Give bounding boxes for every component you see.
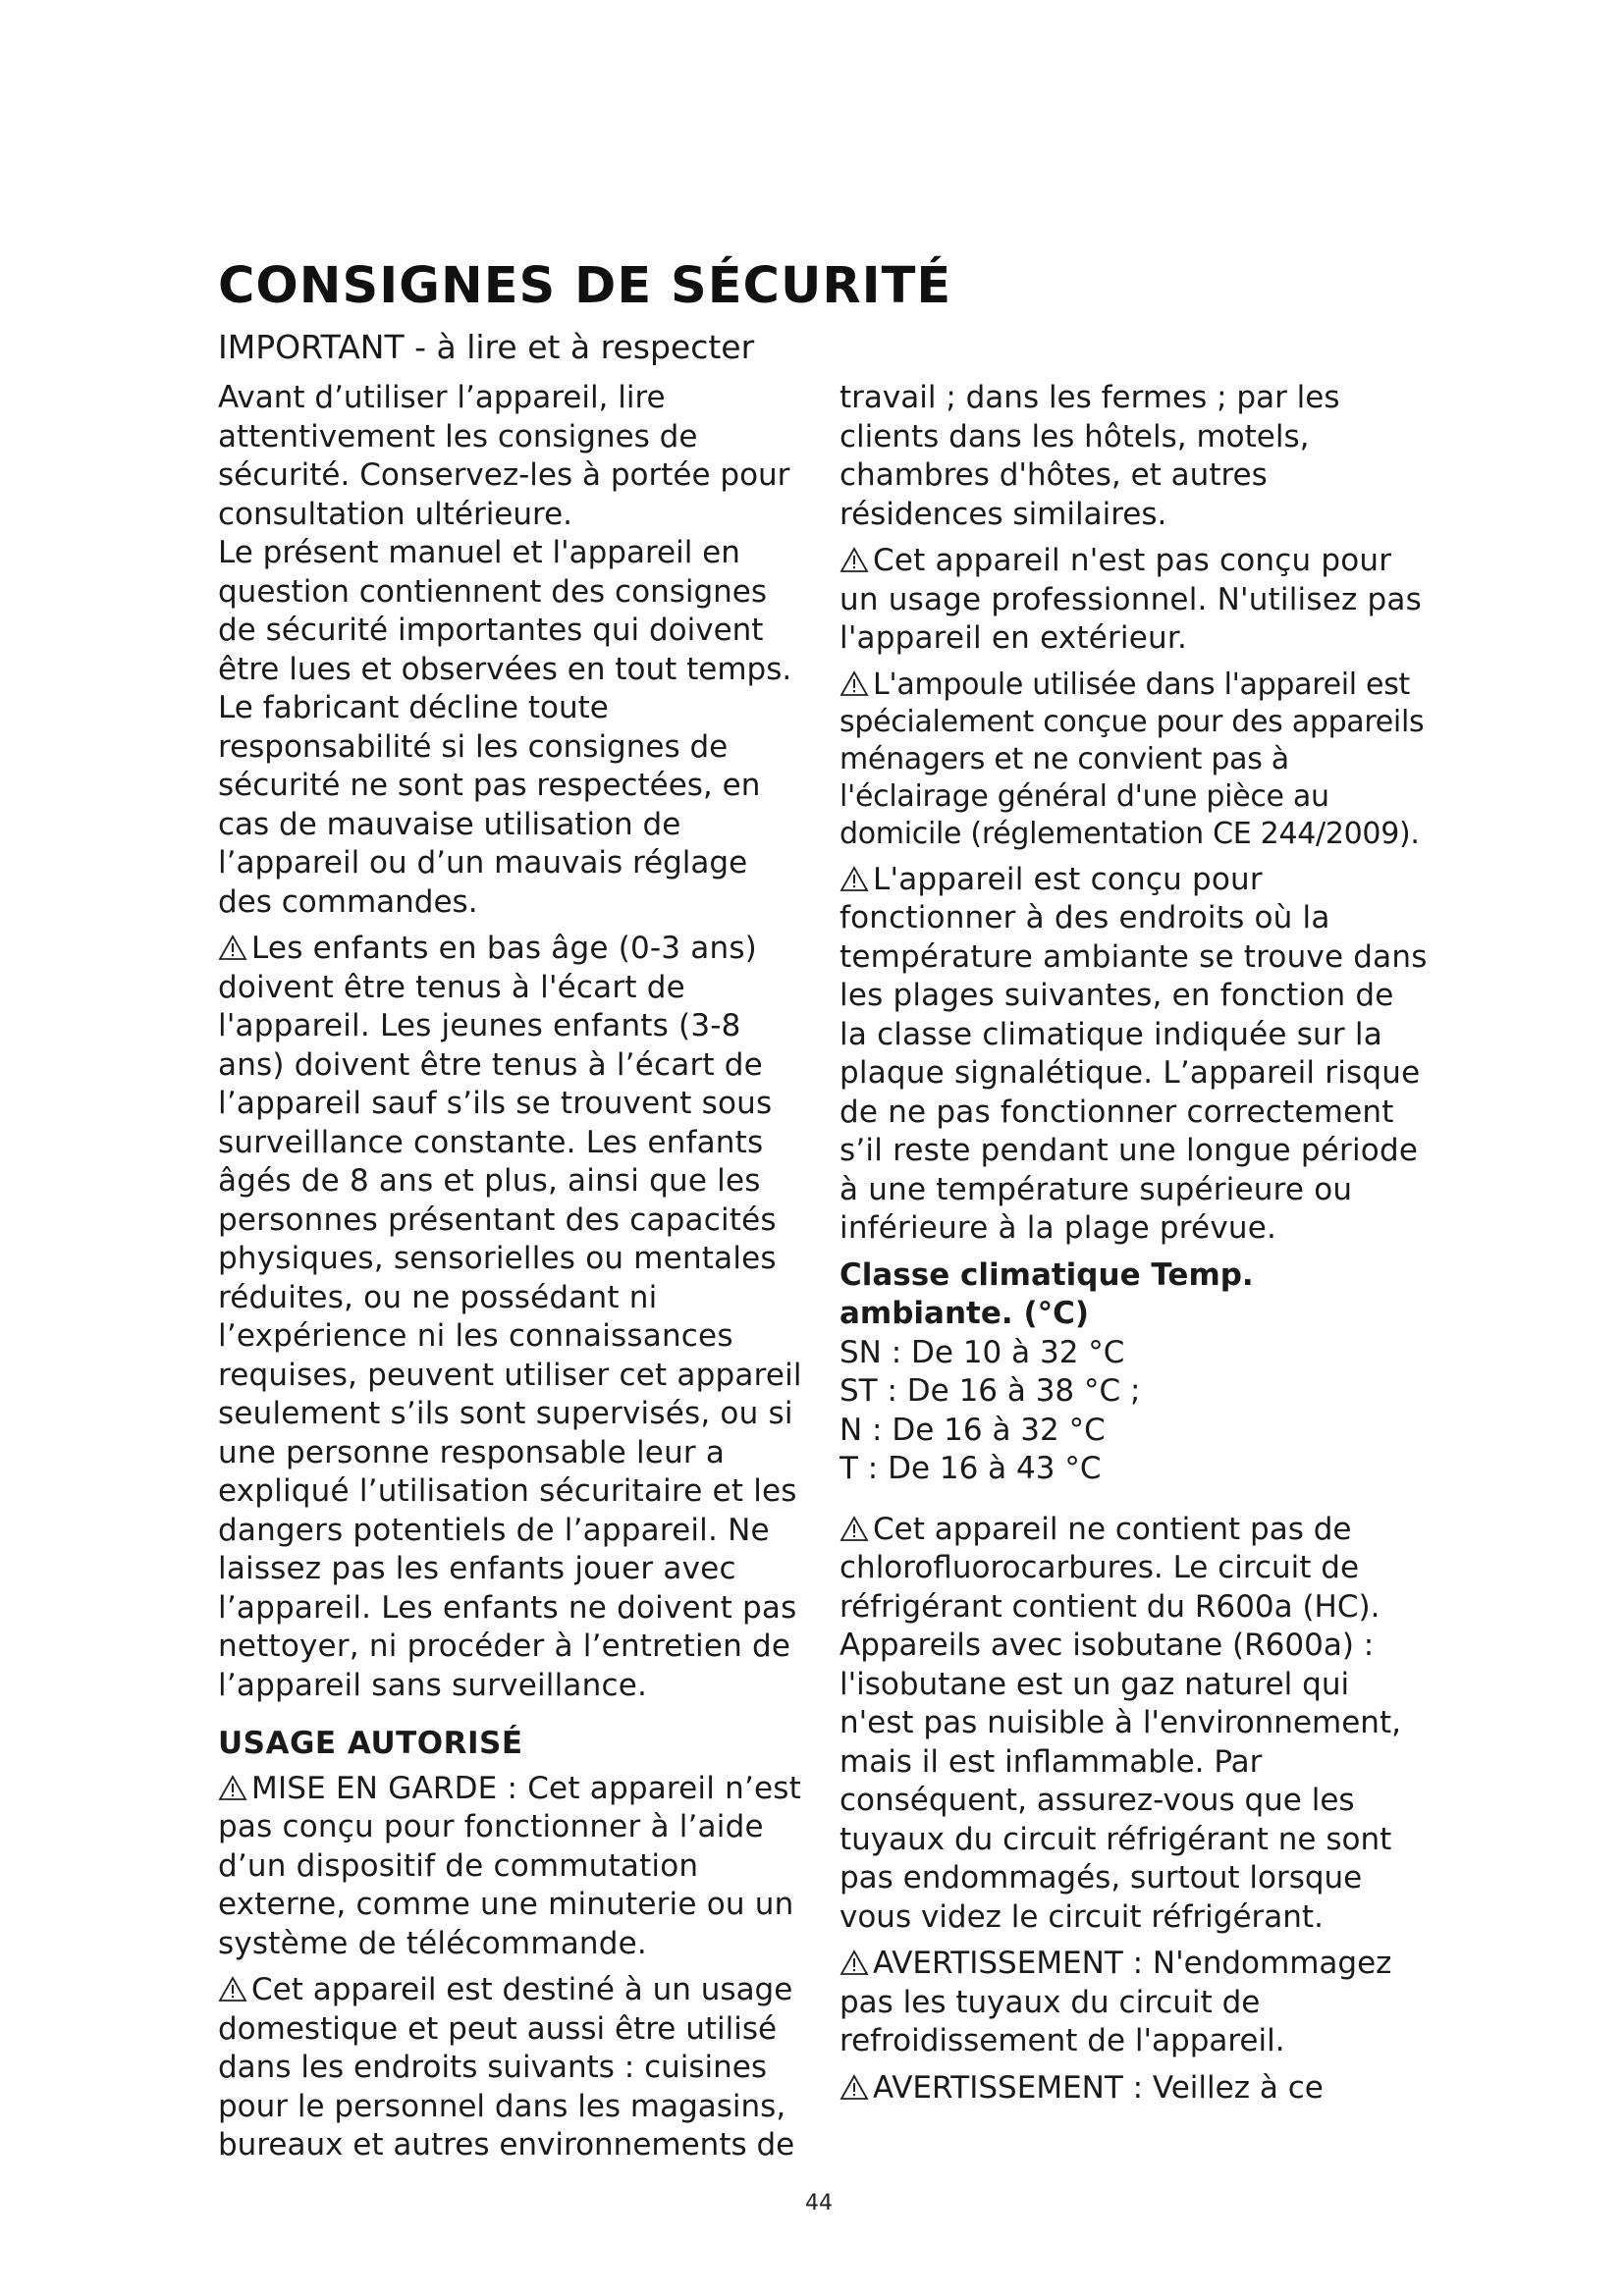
climate-item: SN : De 10 à 32 °C [839, 1334, 1125, 1370]
warning-triangle-icon [839, 1516, 869, 1542]
warning-paragraph [839, 1511, 1429, 1938]
right-column [839, 379, 1429, 2108]
warning-triangle-icon [218, 934, 247, 961]
warning-text: AVERTISSEMENT : Veillez à ce [873, 2069, 1324, 2106]
page-subtitle: IMPORTANT - à lire et à respecter [218, 328, 755, 366]
warning-text: L'appareil est conçu pour fonctionner à des endroits où la température ambiante se trouve dans les plages suivantes, en fonction de la classe climatique indiquée sur la plaque signalétique. L’appareil risque de ne pas fonctionner correctement s’il reste pendant une longue période à une température supérieure ou inférieure à la plage prévue. [839, 861, 1428, 1246]
warning-paragraph [839, 861, 1429, 1249]
warning-text: MISE EN GARDE : Cet appareil n’est pas conçu pour fonctionner à l’aide d’un dispositif de commutation externe, comme une minuterie ou un système de télécommande. [218, 1770, 801, 1961]
warning-triangle-icon [839, 670, 869, 697]
climate-item: N : De 16 à 32 °C [839, 1412, 1106, 1448]
warning-text: Cet appareil ne contient pas de chlorofluorocarbures. Le circuit de réfrigérant contient du R600a (HC). Appareils avec isobutane (R600a) : l'isobutane est un gaz naturel qui n'est pas nuisible à l'environnement, mais il est inflammable. Par conséquent, assurez-vous que les tuyaux du circuit réfrigérant ne sont pas endommagés, surtout lorsque vous videz le circuit réfrigérant. [839, 1511, 1401, 1935]
page-title: CONSIGNES DE SÉCURITÉ [218, 257, 952, 315]
warning-text: L'ampoule utilisée dans l'appareil est spécialement conçue pour des appareils ménagers et ne convient pas à l'éclairage général d'une pièce au domicile (réglementation CE 244/2009). [839, 667, 1425, 851]
climate-list [839, 1334, 1429, 1489]
warning-paragraph [218, 1770, 807, 1964]
warning-text: Les enfants en bas âge (0-3 ans) doivent être tenus à l'écart de l'appareil. Les jeunes enfants (3-8 ans) doivent être tenus à l’écart de l’appareil sauf s’ils se trouvent sous surveillance constante. Les enfants âgés de 8 ans et plus, ainsi que les personnes présentant des capacités physiques, sensorielles ou mentales réduites, ou ne possédant ni l’expérience ni les connaissances requises, peuvent utiliser cet appareil seulement s’ils sont supervisés, ou si une personne responsable leur a expliqué l’utilisation sécuritaire et les dangers potentiels de l’appareil. Ne laissez pas les enfants jouer avec l’appareil. Les enfants ne doivent pas nettoyer, ni procéder à l’entretien de l’appareil sans surveillance. [218, 931, 802, 1703]
warning-paragraph [839, 667, 1429, 853]
paragraph: travail ; dans les fermes ; par les clients dans les hôtels, motels, chambres d'hôtes, et autres résidences similaires. [839, 380, 1340, 532]
warning-triangle-icon [839, 866, 869, 892]
warning-triangle-icon [218, 1775, 247, 1801]
warning-paragraph [839, 2069, 1429, 2109]
warning-paragraph [839, 1945, 1429, 2061]
warning-triangle-icon [839, 547, 869, 573]
warning-text: Cet appareil n'est pas conçu pour un usage professionnel. N'utilisez pas l'appareil en extérieur. [839, 543, 1422, 656]
warning-triangle-icon [839, 2074, 869, 2101]
climate-item: T : De 16 à 43 °C [839, 1451, 1102, 1486]
left-column [218, 379, 807, 2165]
paragraph: Le fabricant décline toute responsabilité si les consignes de sécurité ne sont pas respectées, en cas de mauvaise utilisation de l’appareil ou d’un mauvais réglage des commandes. [218, 690, 761, 920]
section-heading: USAGE AUTORISÉ [218, 1726, 523, 1761]
warning-text: Cet appareil est destiné à un usage domestique et peut aussi être utilisé dans les endroits suivants : cuisines pour le personnel dans les magasins, bureaux et autres environnements de [218, 1972, 795, 2163]
paragraph: Avant d’utiliser l’appareil, lire attentivement les consignes de sécurité. Conservez-les à portée pour consultation ultérieure. [218, 380, 790, 532]
climate-item: ST : De 16 à 38 °C ; [839, 1373, 1141, 1409]
warning-paragraph [218, 1971, 807, 2165]
warning-triangle-icon [839, 1949, 869, 1976]
climate-heading: Classe climatique Temp. ambiante. (°C) [839, 1256, 1254, 1331]
warning-paragraph [218, 930, 807, 1705]
paragraph: Le présent manuel et l'appareil en question contiennent des consignes de sécurité importantes qui doivent être lues et observées en tout temps. [218, 535, 792, 687]
page-number: 44 [805, 2191, 833, 2216]
warning-paragraph [839, 542, 1429, 659]
warning-text: AVERTISSEMENT : N'endommagez pas les tuyaux du circuit de refroidissement de l'appareil. [839, 1946, 1392, 2058]
warning-triangle-icon [218, 1976, 247, 2002]
